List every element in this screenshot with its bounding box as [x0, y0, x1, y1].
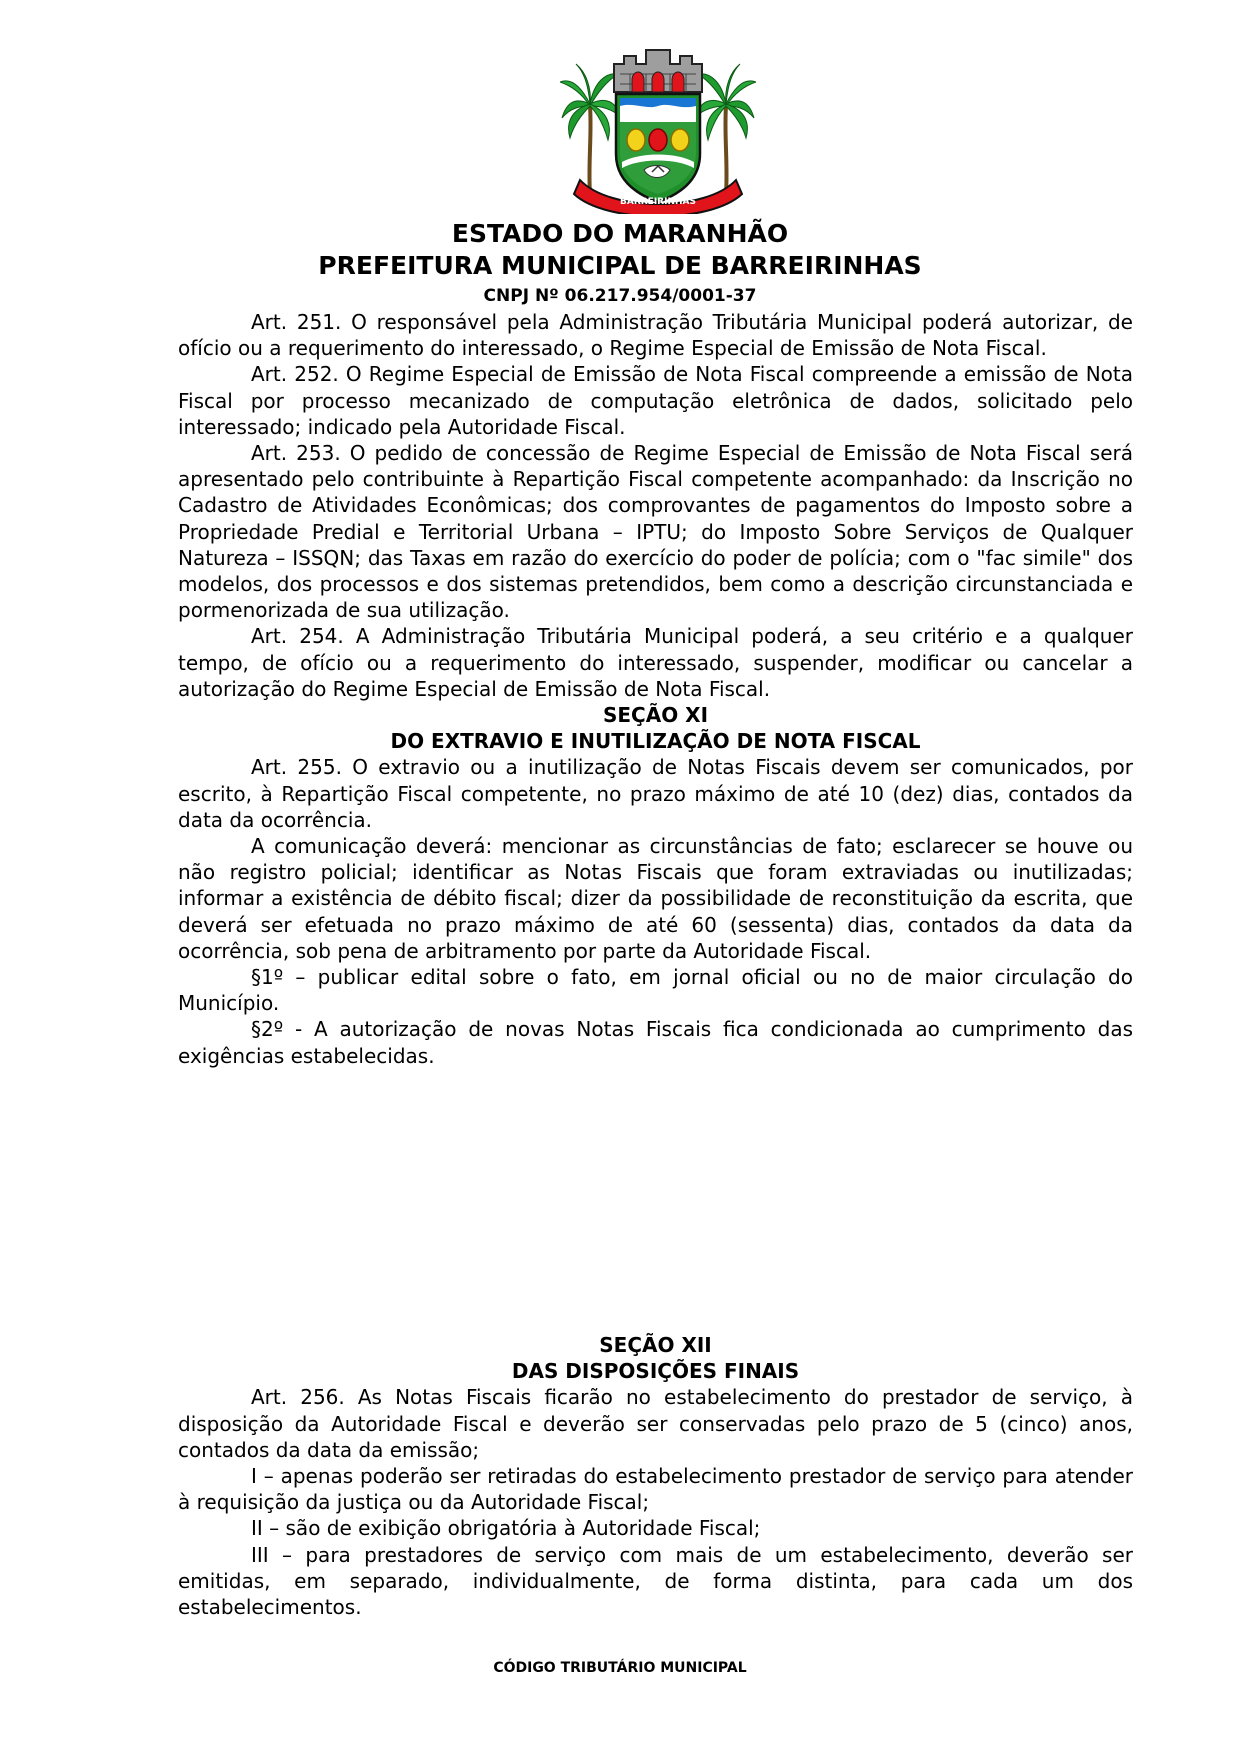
right-palm-tree [696, 64, 756, 194]
crest-ribbon-text: BARREIRINHAS [620, 197, 696, 207]
document-body [178, 309, 1133, 1069]
section-xi-title: SEÇÃO XI [602, 703, 709, 728]
page-footer: CÓDIGO TRIBUTÁRIO MUNICIPAL [493, 1660, 747, 1676]
section-xi-subtitle: DO EXTRAVIO E INUTILIZAÇÃO DE NOTA FISCAL [390, 729, 921, 754]
article-253: Art. 253. O pedido de concessão de Regime Especial de Emissão de Nota Fiscal será apresentado pelo contribuinte à Repartição Fiscal competente acompanhado: da Inscrição no Cadastro de Atividades Econômicas; dos comprovantes de pagamentos do Imposto sobre a Propriedade Predial e Territorial Urbana – IPTU; do Imposto Sobre Serviços de Qualquer Natureza – ISSQN; das Taxas em razão do exercício do poder de polícia; com o "fac simile" dos modelos, dos processos e dos sistemas pretendidos, bem como a descrição circunstanciada e pormenorizada de sua utilização. [178, 441, 1133, 623]
article-256-item-ii: II – são de exibição obrigatória à Autoridade Fiscal; [251, 1516, 761, 1541]
article-256-item-i: I – apenas poderão ser retiradas do estabelecimento prestador de serviço para atender à requisição da justiça ou da Autoridade Fiscal; [178, 1464, 1133, 1515]
left-palm-tree [560, 64, 620, 194]
article-255-communication: A comunicação deverá: mencionar as circunstâncias de fato; esclarecer se houve ou não registro policial; identificar as Notas Fiscais que foram extraviadas ou inutilizadas; informar a existência de débito fiscal; dizer da possibilidade de reconstituição da escrita, que deverá ser efetuada no prazo máximo de até 60 (sessenta) dias, contados da data da ocorrência, sob pena de arbitramento por parte da Autoridade Fiscal. [178, 834, 1133, 963]
article-256-item-iii: III – para prestadores de serviço com mais de um estabelecimento, deverão ser emitidas, em separado, individualmente, de forma distinta, para cada um dos estabelecimentos. [178, 1542, 1133, 1620]
paragraph-2: §2º - A autorização de novas Notas Fiscais fica condicionada ao cumprimento das exigências estabelecidas. [178, 1017, 1133, 1068]
municipal-coat-of-arms [560, 44, 756, 214]
section-xii-title: SEÇÃO XII [599, 1333, 712, 1357]
article-254: Art. 254. A Administração Tributária Municipal poderá, a seu critério e a qualquer tempo, de ofício ou a requerimento do interessado, suspender, modificar ou cancelar a autorização do Regime Especial de Emissão de Nota Fiscal. [178, 624, 1133, 701]
shield [616, 94, 700, 202]
article-256: Art. 256. As Notas Fiscais ficarão no estabelecimento do prestador de serviço, à disposição da Autoridade Fiscal e deverão ser conservadas pelo prazo de 5 (cinco) anos, contados da data da emissão; [178, 1385, 1133, 1462]
article-251: Art. 251. O responsável pela Administração Tributária Municipal poderá autorizar, de ofício ou a requerimento do interessado, o Regime Especial de Emissão de Nota Fiscal. [178, 310, 1133, 361]
document-body-final [178, 1332, 1133, 1620]
header-state: ESTADO DO MARANHÃO [451, 219, 789, 248]
article-252: Art. 252. O Regime Especial de Emissão de Nota Fiscal compreende a emissão de Nota Fiscal por processo mecanizado de computação eletrônica de dados, solicitado pelo interessado; indicado pela Autoridade Fiscal. [178, 362, 1133, 439]
header-cnpj: CNPJ Nº 06.217.954/0001-37 [483, 286, 757, 306]
article-255: Art. 255. O extravio ou a inutilização de Notas Fiscais devem ser comunicados, por escrito, à Repartição Fiscal competente, no prazo máximo de até 10 (dez) dias, contados da data da ocorrência. [178, 755, 1133, 832]
mural-crown [614, 50, 702, 92]
header-city-hall: PREFEITURA MUNICIPAL DE BARREIRINHAS [318, 251, 922, 280]
section-xii-subtitle: DAS DISPOSIÇÕES FINAIS [511, 1359, 800, 1384]
paragraph-1: §1º – publicar edital sobre o fato, em jornal oficial ou no de maior circulação do Município. [178, 965, 1133, 1016]
